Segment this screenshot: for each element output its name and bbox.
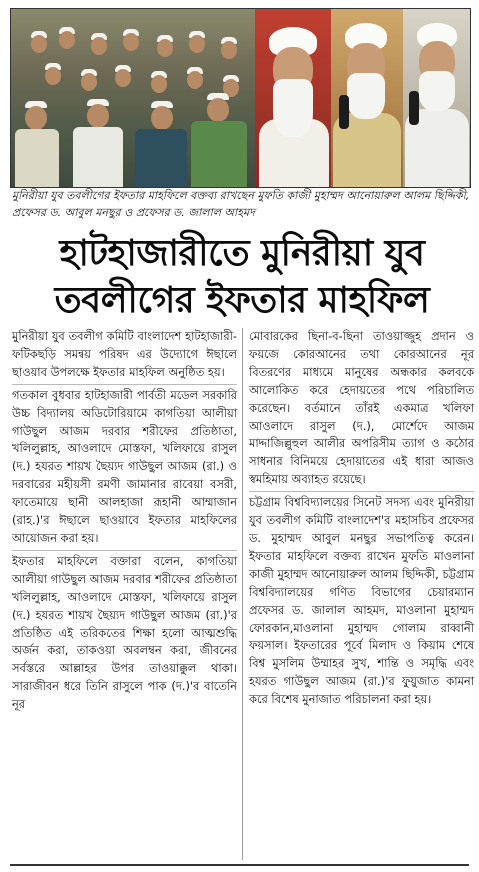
photo-audience	[11, 9, 255, 187]
column-divider	[242, 328, 243, 860]
headline: হাটহাজারীতে মুনিরীয়া যুব তবলীগের ইফতার মাহফিল	[54, 233, 430, 321]
news-photo	[10, 8, 471, 188]
paragraph-divider	[12, 550, 237, 551]
paragraph-divider	[12, 384, 237, 385]
photo-caption: মুনিরীয়া যুব তবলীগের ইফতার মাহফিলে বক্তব্য রাখছেন মুফতি কাজী মুহাম্মদ আনোয়ারুল আলম ছিদ্দিকী, প্রফেসর ড. আবুল মনছুর ও প্রফেসর ড. জালাল আহমদ	[12, 189, 470, 219]
article-paragraph: গতকাল বুধবার হাটহাজারী পার্বতী মডেল সরকারি উচ্চ বিদ্যালয় অডিটোরিয়ামে কাগতিয়া আলীয়া গাউছুল আজম দরবার শরীফের প্রতিষ্ঠাতা, খলিলুল্লাহ, আওলাদে মোস্তফা, খলিফায়ে রাসুল (দ.) হযরত শায়খ ছৈয়্যদ গাউছুল আজম (রা.) ও দরবারের মহীয়সী রমণী জামানার রাবেয়া বসরী, ফাতেমায়ে ছানী আলহাজা রূহানী আম্মাজান (রাহ.)'র ঈছালে ছাওয়াবে ইফতার মাহফিলের আয়োজন করা হয়।	[12, 387, 237, 545]
photo-speaker-1	[255, 9, 331, 187]
article-paragraph: চট্টগ্রাম বিশ্ববিদ্যালয়ের সিনেট সদস্য এবং মুনিরীয়া যুব তবলীগ কমিটি বাংলাদেশ'র মহাসচিব প্রফেসর ড. মুহাম্মদ আবুল মনছুর সভাপতিত্ব করেন। ইফতার মাহফিলে বক্তব্য রাখেন মুফতি মাওলানা কাজী মুহাম্মদ আনোয়ারুল আলম ছিদ্দিকী, চট্টগ্রাম বিশ্ববিদ্যালয়ের গণিত বিভাগের চেয়ারম্যান প্রফেসর ড. জালাল আহমদ, মাওলানা মুহাম্মদ ফোরকান,মাওলানা মুহাম্মদ গোলাম রাব্বানী ফয়সাল। ইফতারের পূর্বে মিলাদ ও কিয়াম শেষে বিশ্ব মুসলিম উম্মাহর সুখ, শান্তি ও সমৃদ্ধি এবং হযরত গাউছুল আজম (রা.)'র ফুয়ুজাত কামনা করে বিশেষ মুনাজাত পরিচালনা করা হয়।	[249, 495, 474, 707]
article-column-left	[12, 328, 237, 715]
paragraph-divider	[249, 491, 474, 492]
article-paragraph: ইফতার মাহফিলে বক্তারা বলেন, কাগতিয়া আলীয়া গাউছুল আজম দরবার শরীফের প্রতিষ্ঠাতা খলিলুল্লাহ, আওলাদে মোস্তফা, খলিফায়ে রাসুল (দ.) হযরত শায়খ ছৈয়্যদ গাউছুল আজম (রা.)'র প্রতিষ্ঠিত এই তরিকতের শিক্ষা হলো আত্মশুদ্ধি অর্জন করা, তাকওয়া অবলম্বন করা, জীবনের সর্বস্তরে আল্লাহর উপর তাওয়াক্কুল থাকা। সারাজীবন ধরে তিনি রাসুলে পাক (দ.)'র বাতেনি নূর	[12, 553, 237, 712]
article-paragraph: মোবারকের ছিনা-ব-ছিনা তাওয়াজ্জুহ প্রদান ও ফয়জে কোরআনের তথা কোরআনের নূর বিতরণের মাধ্যমে মানুষের অন্ধকার কলবকে আলোকিত করে হেদায়তের পথে পরিচালিত করেছেন। বর্তমানে তাঁরই একমাত্র খলিফা আওলাদে রাসুল (দ.), মোর্শেদে আজম মাদ্দাজিল্লুহুল আলীর অপরিসীম ত্যাগ ও কঠোর সাধনার বিনিময়ে হেদায়াতের এই ধারা আজও স্বমহিমায় অব্যাহত রয়েছে।	[249, 329, 474, 487]
article-column-right	[249, 328, 474, 710]
article-paragraph: মুনিরীয়া যুব তবলীগ কমিটি বাংলাদেশ হাটহাজারী-ফটিকছড়ি সমন্বয় পরিষদ এর উদ্যোগে ঈছালে ছাওয়াব উপলক্ষে ইফতার মাহফিল অনুষ্ঠিত হয়।	[12, 329, 237, 379]
photo-speaker-2	[331, 9, 403, 187]
bottom-divider	[10, 864, 469, 866]
photo-speaker-3	[403, 9, 470, 187]
